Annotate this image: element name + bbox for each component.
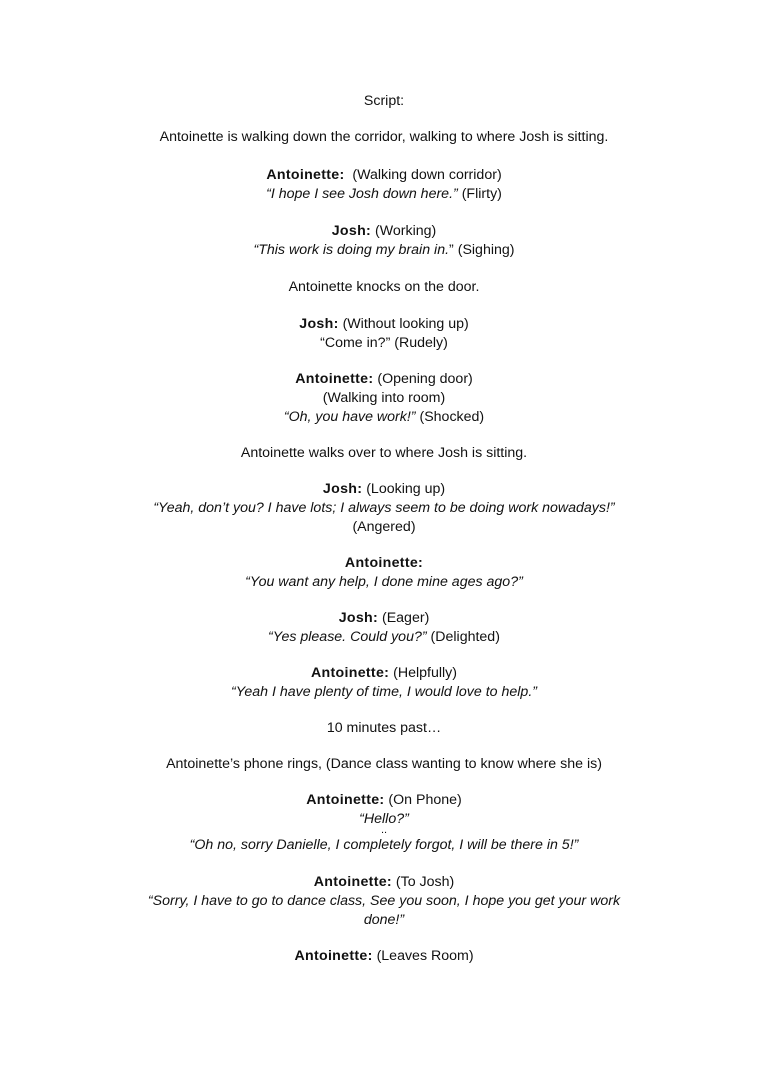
speaker-name: Antoinette: <box>294 948 373 964</box>
speaker-line <box>0 222 768 241</box>
speaker-name: Antoinette: <box>295 371 374 387</box>
dialogue-text: “Yes please. Could you?” <box>268 629 427 645</box>
dialogue-line: “Oh no, sorry Danielle, I completely forgot, I will be there in 5!” <box>189 837 579 853</box>
dialogue-line: “Hello?” <box>359 811 409 827</box>
action-line: Antoinette knocks on the door. <box>288 279 480 295</box>
dialogue-line: “Yeah, don’t you? I have lots; I always seem to be doing work nowadays!” <box>153 500 615 516</box>
tone-note: (Angered) <box>352 519 416 535</box>
speaker-name: Antoinette: <box>311 665 390 681</box>
stage-direction: (On Phone) <box>388 792 462 808</box>
tone-note: (Delighted) <box>430 629 500 645</box>
scene-intro: Antoinette is walking down the corridor, walking to where Josh is sitting. <box>159 129 609 145</box>
pause-marker: .. <box>380 824 388 836</box>
speaker-line <box>0 873 768 892</box>
speaker-name: Antoinette: <box>266 167 345 183</box>
stage-direction: (Working) <box>375 223 437 239</box>
speaker-line <box>0 609 768 628</box>
speaker-line <box>0 166 768 185</box>
stage-direction: (Looking up) <box>366 481 446 497</box>
speaker-name: Josh: <box>338 610 379 626</box>
dialogue-text: “This work is doing my brain in. <box>253 242 450 258</box>
speaker-name: Josh: <box>299 316 339 332</box>
dialogue-line: “Yeah I have plenty of time, I would love to help.” <box>231 684 537 700</box>
speaker-name: Josh: <box>331 223 372 239</box>
tone-note: (Sighing) <box>457 242 515 258</box>
dialogue-line <box>0 628 768 647</box>
dialogue-line <box>0 185 768 204</box>
speaker-name: Antoinette: <box>313 874 392 890</box>
dialogue-close-quote: ” <box>449 242 454 258</box>
stage-direction: (To Josh) <box>395 874 455 890</box>
script-title: Script: <box>363 93 405 109</box>
stage-direction: (Walking into room) <box>322 390 446 406</box>
speaker-line <box>0 370 768 389</box>
stage-direction: (Eager) <box>381 610 430 626</box>
dialogue-text: “Oh, you have work!” <box>283 409 416 425</box>
dialogue-line <box>0 408 768 427</box>
stage-direction: (Leaves Room) <box>376 948 474 964</box>
speaker-name: Josh: <box>322 481 363 497</box>
dialogue-line-continued: done!” <box>363 912 405 928</box>
speaker-line <box>0 480 768 499</box>
stage-direction: (Walking down corridor) <box>352 167 502 183</box>
speaker-line <box>0 315 768 334</box>
dialogue-line <box>0 241 768 260</box>
dialogue-line: “You want any help, I done mine ages ago?” <box>245 574 523 590</box>
speaker-line <box>0 664 768 683</box>
action-line: 10 minutes past… <box>326 720 442 736</box>
dialogue-line: “Sorry, I have to go to dance class, See you soon, I hope you get your work <box>147 893 621 909</box>
stage-direction: (Without looking up) <box>342 316 469 332</box>
speaker-name: Antoinette: <box>344 555 424 571</box>
tone-note: (Flirty) <box>461 186 502 202</box>
stage-direction: (Helpfully) <box>393 665 457 681</box>
action-line: Antoinette walks over to where Josh is sitting. <box>240 445 528 461</box>
dialogue-line: “Come in?” (Rudely) <box>320 335 448 351</box>
action-line: Antoinette’s phone rings, (Dance class wanting to know where she is) <box>166 756 602 772</box>
dialogue-text: “I hope I see Josh down here.” <box>266 186 458 202</box>
speaker-name: Antoinette: <box>306 792 385 808</box>
tone-note: (Shocked) <box>419 409 485 425</box>
stage-direction: (Opening door) <box>377 371 473 387</box>
speaker-line <box>0 554 768 573</box>
speaker-line <box>0 791 768 810</box>
speaker-line <box>0 947 768 966</box>
